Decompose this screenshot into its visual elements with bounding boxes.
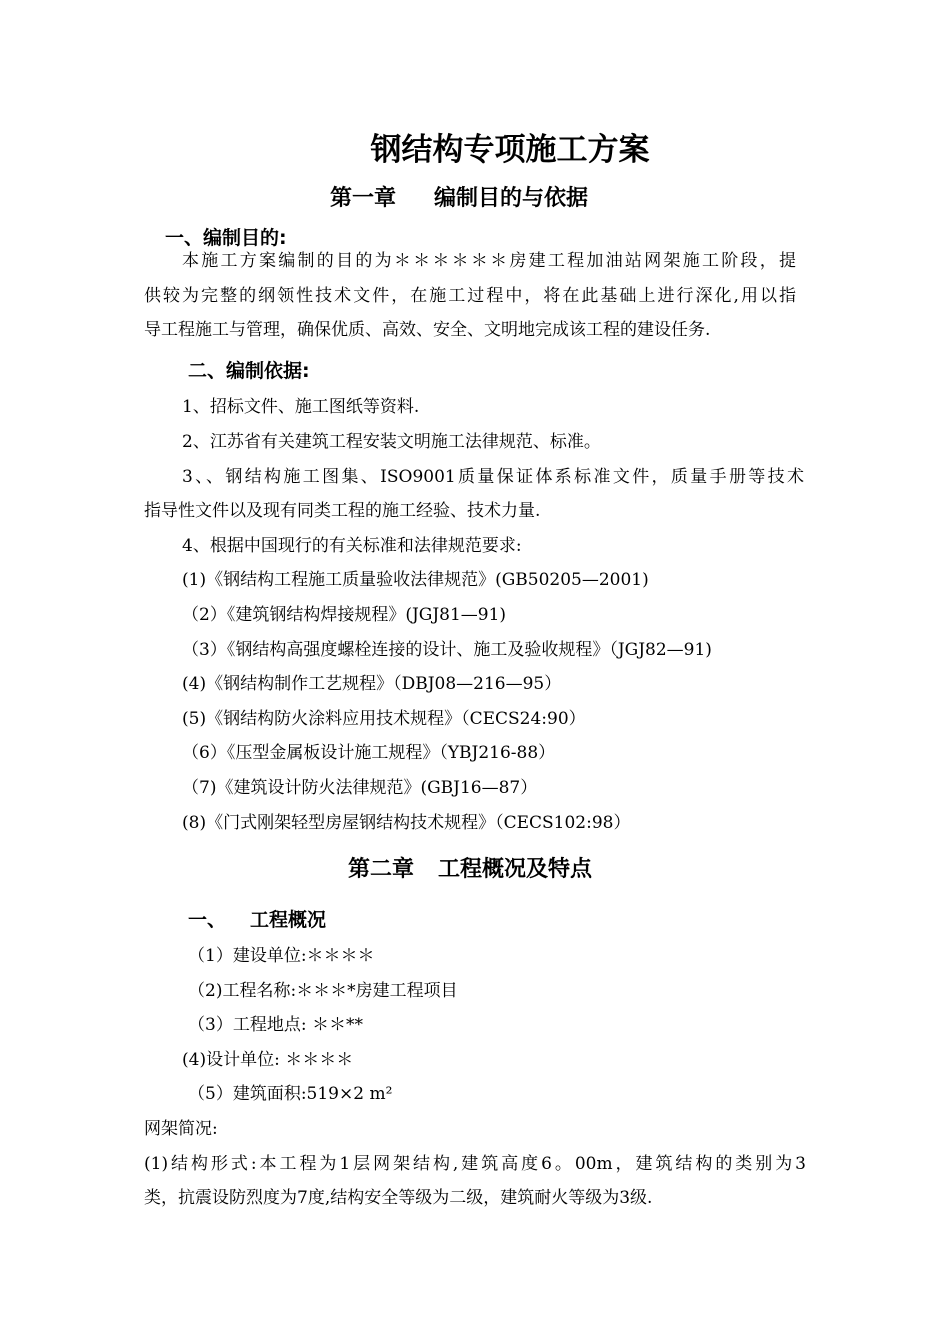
- standard-item-1: (1)《钢结构工程施工质量验收法律规范》(GB50205—2001): [182, 570, 649, 590]
- overview-item-5: （5）建筑面积:519×2 m²: [188, 1084, 393, 1104]
- section-overview-heading: [188, 907, 326, 933]
- overview-item-1: （1）建设单位:＊＊＊＊: [188, 946, 375, 966]
- document-title: 钢结构专项施工方案: [370, 132, 650, 168]
- chapter-1-number: 第一章: [330, 186, 397, 211]
- chapter-2-name: 工程概况及特点: [438, 857, 593, 882]
- chapter-2-heading: [348, 855, 592, 885]
- basis-item-4: 4、根据中国现行的有关标准和法律规范要求:: [182, 536, 522, 556]
- standard-item-4: (4)《钢结构制作工艺规程》（DBJ08—216—95）: [182, 674, 562, 694]
- section-overview-name: 工程概况: [250, 909, 327, 931]
- section-overview-number: 一、: [188, 909, 227, 931]
- basis-item-2: 2、江苏省有关建筑工程安装文明施工法律规范、标准。: [182, 432, 601, 452]
- standard-item-7: （7)《建筑设计防火法律规范》(GBJ16—87）: [182, 778, 538, 798]
- overview-item-4: (4)设计单位: ＊＊＊＊: [182, 1050, 354, 1070]
- section-purpose-heading: 一、编制目的:: [165, 227, 287, 249]
- chapter-1-name: 编制目的与依据: [434, 186, 589, 211]
- standard-item-8: (8)《门式刚架轻型房屋钢结构技术规程》（CECS102:98）: [182, 813, 631, 833]
- standard-item-5: (5)《钢结构防火涂料应用技术规程》（CECS24:90）: [182, 709, 586, 729]
- basis-item-3-line-1: 3、、钢结构施工图集、ISO9001质量保证体系标准文件，质量手册等技术: [182, 467, 804, 487]
- chapter-1-heading: [330, 184, 588, 214]
- standard-item-6: （6）《压型金属板设计施工规程》（YBJ216-88）: [182, 743, 556, 763]
- purpose-paragraph-line-1: 本施工方案编制的目的为＊＊＊＊＊＊房建工程加油站网架施工阶段，提: [182, 251, 796, 271]
- grid-overview-line-2: 类，抗震设防烈度为7度,结构安全等级为二级，建筑耐火等级为3级.: [144, 1188, 653, 1208]
- section-basis-heading: 二、编制依据:: [188, 360, 310, 382]
- overview-item-2: （2)工程名称:＊＊＊*房建工程项目: [188, 981, 458, 1001]
- basis-item-3-line-2: 指导性文件以及现有同类工程的施工经验、技术力量.: [144, 501, 541, 521]
- purpose-paragraph-line-3: 导工程施工与管理，确保优质、高效、安全、文明地完成该工程的建设任务.: [144, 320, 711, 340]
- purpose-paragraph-line-2: 供较为完整的纲领性技术文件，在施工过程中，将在此基础上进行深化,用以指: [144, 286, 796, 306]
- standard-item-2: （2）《建筑钢结构焊接规程》(JGJ81—91): [182, 605, 507, 625]
- basis-item-1: 1、招标文件、施工图纸等资料.: [182, 397, 420, 417]
- standard-item-3: （3）《钢结构高强度螺栓连接的设计、施工及验收规程》（JGJ82—91): [182, 640, 712, 660]
- grid-overview-line-1: (1)结构形式:本工程为1层网架结构,建筑高度6。00m，建筑结构的类别为3: [144, 1154, 806, 1174]
- chapter-2-number: 第二章: [348, 857, 415, 882]
- grid-overview-heading: 网架简况:: [144, 1119, 218, 1139]
- overview-item-3: （3）工程地点: ＊＊**: [188, 1015, 363, 1035]
